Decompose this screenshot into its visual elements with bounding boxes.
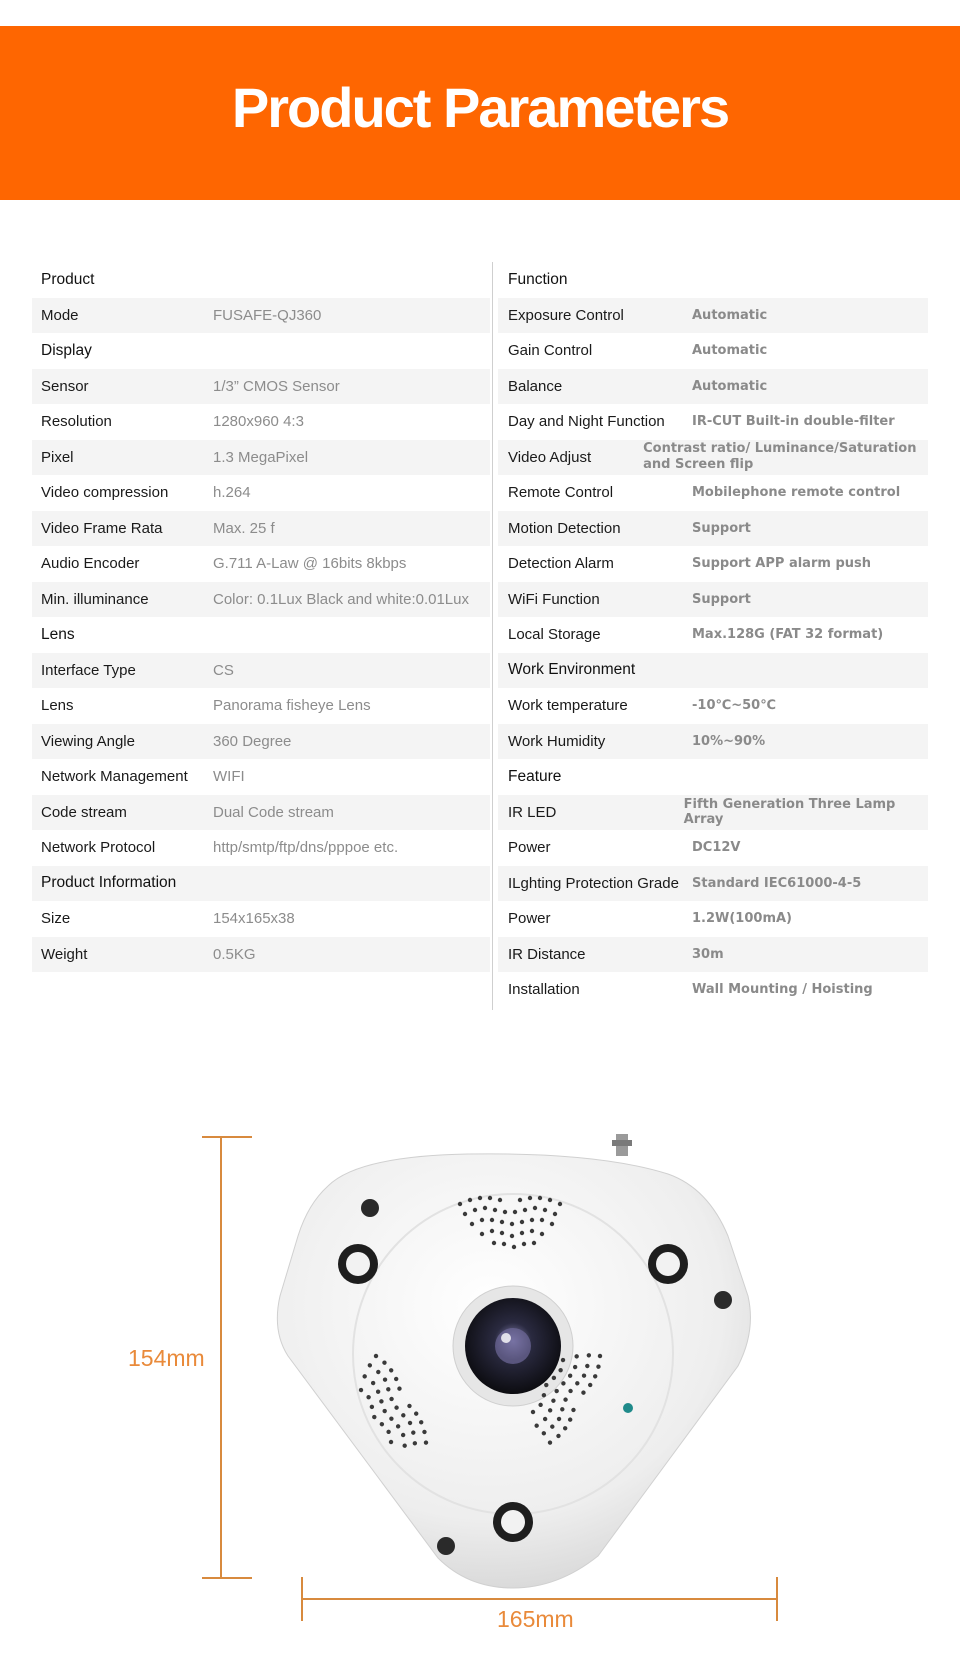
spec-value: 30m <box>692 946 724 962</box>
spec-row <box>498 475 928 511</box>
spec-label: Sensor <box>41 377 89 395</box>
spec-label: ILghting Protection Grade <box>508 874 679 892</box>
spec-label: Detection Alarm <box>508 555 614 573</box>
spec-value: Contrast ratio/ Luminance/Saturation and Screen flip <box>643 441 917 473</box>
spec-column-right <box>498 262 928 1008</box>
height-dimension-line <box>220 1136 222 1578</box>
spec-label: Viewing Angle <box>41 732 135 750</box>
spec-label: Resolution <box>41 413 112 431</box>
spec-value: Max.128G (FAT 32 format) <box>692 627 884 643</box>
spec-row <box>32 440 490 476</box>
spec-value: 154x165x38 <box>213 910 295 928</box>
spec-label: Day and Night Function <box>508 413 665 431</box>
spec-row <box>32 404 490 440</box>
spec-label: IR LED <box>508 803 557 821</box>
spec-value: Mobilephone remote control <box>692 485 901 501</box>
height-dimension-bottom-tick <box>202 1577 252 1579</box>
spec-label: Network Management <box>41 768 188 786</box>
section-heading-row <box>32 866 490 902</box>
spec-row <box>32 511 490 547</box>
spec-row <box>498 937 928 973</box>
section-heading: Display <box>41 341 92 359</box>
spec-value: 1.3 MegaPixel <box>213 448 309 466</box>
spec-value: Automatic <box>692 343 768 359</box>
spec-value: Automatic <box>692 307 768 323</box>
spec-value: Wall Mounting / Hoisting <box>692 982 873 998</box>
camera-illustration <box>268 1126 758 1596</box>
spec-row <box>498 333 928 369</box>
spec-row <box>32 653 490 689</box>
spec-label: Power <box>508 910 551 928</box>
spec-value: IR-CUT Built-in double-filter <box>692 414 895 430</box>
spec-value: Fifth Generation Three Lamp Array <box>683 797 896 828</box>
spec-value: Support <box>692 520 751 536</box>
spec-label: Installation <box>508 981 580 999</box>
spec-row <box>498 866 928 902</box>
spec-label: IR Distance <box>508 945 586 963</box>
spec-row <box>498 369 928 405</box>
spec-label: Work Humidity <box>508 732 606 750</box>
spec-row <box>498 298 928 334</box>
spec-row <box>32 759 490 795</box>
spec-label: Work temperature <box>508 697 628 715</box>
height-dimension-top-tick <box>202 1136 252 1138</box>
spec-label: Size <box>41 910 71 928</box>
spec-label: Video Frame Rata <box>41 519 163 537</box>
section-heading-row <box>498 759 928 795</box>
spec-label: Remote Control <box>508 484 614 502</box>
spec-value: 10%~90% <box>692 733 766 749</box>
spec-value: FUSAFE-QJ360 <box>213 306 322 324</box>
spec-value: http/smtp/ftp/dns/pppoe etc. <box>213 839 399 857</box>
spec-label: Network Protocol <box>41 839 156 857</box>
section-heading: Lens <box>41 625 75 643</box>
spec-row <box>32 830 490 866</box>
section-heading-row <box>32 617 490 653</box>
spec-row <box>498 724 928 760</box>
spec-value: Automatic <box>692 378 768 394</box>
width-dimension-label: 165mm <box>497 1606 574 1632</box>
spec-label: Gain Control <box>508 342 593 360</box>
spec-value: 360 Degree <box>213 732 292 750</box>
spec-row <box>32 901 490 937</box>
section-heading: Feature <box>508 767 562 785</box>
spec-row <box>32 546 490 582</box>
spec-row <box>498 830 928 866</box>
spec-value: WIFI <box>213 768 245 786</box>
column-divider <box>492 262 493 1010</box>
spec-label: Local Storage <box>508 626 601 644</box>
spec-row <box>498 617 928 653</box>
section-heading: Product <box>41 270 95 288</box>
spec-label: Interface Type <box>41 661 136 679</box>
spec-row <box>498 511 928 547</box>
page-title: Product Parameters <box>231 76 729 139</box>
width-dimension-right-tick <box>776 1577 778 1621</box>
spec-row <box>498 404 928 440</box>
spec-value: DC12V <box>692 840 741 856</box>
spec-row <box>32 795 490 831</box>
section-heading-row <box>32 333 490 369</box>
width-dimension-line <box>302 1598 778 1600</box>
spec-label: Weight <box>41 945 88 963</box>
spec-column-left <box>32 262 490 972</box>
spec-row <box>32 937 490 973</box>
spec-value: Panorama fisheye Lens <box>213 697 371 715</box>
spec-row <box>498 795 928 831</box>
spec-label: Balance <box>508 377 563 395</box>
spec-row <box>498 582 928 618</box>
spec-value: -10℃~50℃ <box>692 698 776 714</box>
spec-row <box>32 298 490 334</box>
spec-label: Audio Encoder <box>41 555 140 573</box>
spec-row <box>498 688 928 724</box>
spec-value: 0.5KG <box>213 945 256 963</box>
section-heading: Work Environment <box>508 661 636 679</box>
spec-label: Motion Detection <box>508 519 621 537</box>
spec-label: Mode <box>41 306 79 324</box>
spec-label: Code stream <box>41 803 127 821</box>
spec-value: 1280x960 4:3 <box>213 413 304 431</box>
spec-value: Standard IEC61000-4-5 <box>692 875 862 891</box>
spec-value: 1.2W(100mA) <box>692 911 792 927</box>
spec-row <box>32 475 490 511</box>
spec-label: Lens <box>41 697 74 715</box>
spec-value: G.711 A-Law @ 16bits 8kbps <box>213 555 407 573</box>
spec-label: Video compression <box>41 484 169 502</box>
spec-value: Dual Code stream <box>213 803 334 821</box>
spec-value: 1/3” CMOS Sensor <box>213 377 340 395</box>
spec-value: CS <box>213 661 234 679</box>
spec-row <box>32 369 490 405</box>
spec-row <box>498 440 928 476</box>
spec-value: Max. 25 f <box>213 519 275 537</box>
spec-label: Pixel <box>41 448 74 466</box>
spec-value: h.264 <box>213 484 251 502</box>
spec-row <box>32 688 490 724</box>
spec-value: Support APP alarm push <box>692 556 871 572</box>
section-heading-row <box>498 653 928 689</box>
spec-label: Min. illuminance <box>41 590 149 608</box>
spec-row <box>498 901 928 937</box>
spec-row <box>498 972 928 1008</box>
spec-value: Color: 0.1Lux Black and white:0.01Lux <box>213 590 469 608</box>
spec-row <box>32 724 490 760</box>
section-heading-row <box>498 262 928 298</box>
spec-label: WiFi Function <box>508 590 600 608</box>
height-dimension-label: 154mm <box>128 1345 205 1371</box>
section-heading-row <box>32 262 490 298</box>
spec-label: Exposure Control <box>508 306 624 324</box>
section-heading: Product Information <box>41 874 177 892</box>
spec-label: Power <box>508 839 551 857</box>
spec-row <box>32 582 490 618</box>
spec-row <box>498 546 928 582</box>
section-heading: Function <box>508 270 568 288</box>
spec-value: Support <box>692 591 751 607</box>
spec-label: Video Adjust <box>508 448 592 466</box>
